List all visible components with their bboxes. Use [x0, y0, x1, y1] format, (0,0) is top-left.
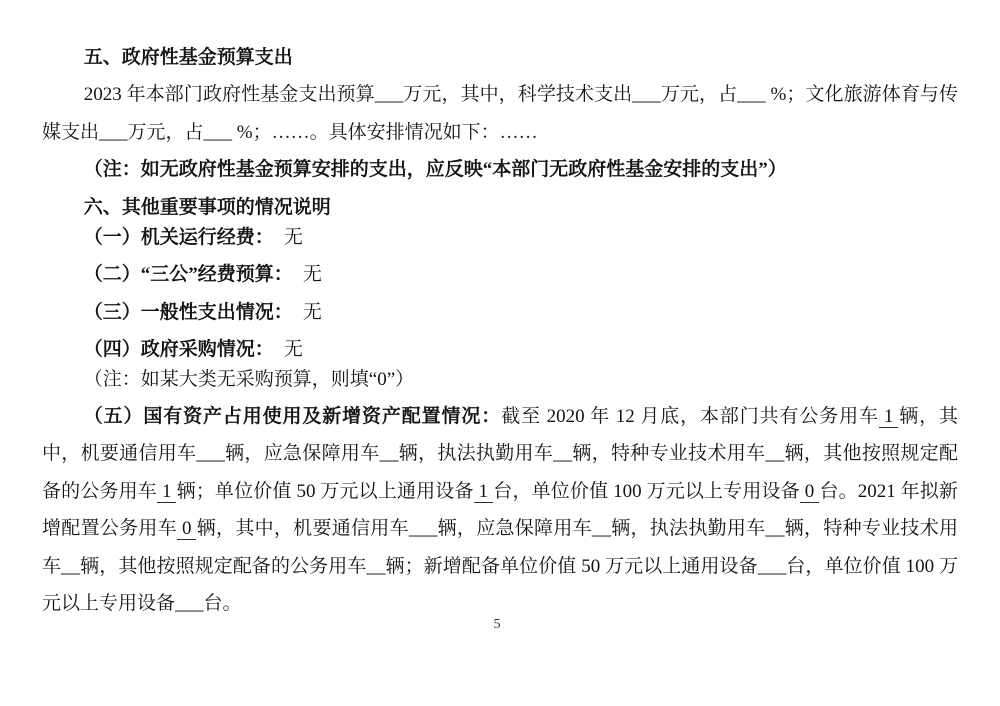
list-item — [42, 219, 958, 256]
list-item — [42, 294, 958, 331]
item-4-value: 无 — [283, 339, 303, 361]
item-2-label: （二）“三公”经费预算： — [83, 264, 293, 286]
item-5-text: 台。2021 年拟新增配置公务用车 — [42, 480, 958, 540]
item-5-text: 辆，其中，机要通信用车___辆，应急保障用车__辆，执法执勤用车__辆，特种专业技术用车__辆，其他按照规定配备的公务用车__辆；新增配备单位价值 50 万元以上通用设备___台，单位价值 100 万元以上专用设备___台。 — [42, 518, 958, 615]
underlined-value: 0 — [177, 518, 197, 540]
item-1-label: （一）机关运行经费： — [83, 227, 274, 249]
section5-paragraph: 2023 年本部门政府性基金支出预算___万元，其中，科学技术支出___万元，占___ %；文化旅游体育与传媒支出___万元，占___ %；……。具体安排情况如下：…… — [42, 84, 958, 143]
section6-heading: 六、其他重要事项的情况说明 — [83, 196, 331, 218]
page-number: 5 — [493, 617, 501, 632]
underlined-value: 0 — [800, 481, 820, 503]
section5-heading: 五、政府性基金预算支出 — [83, 47, 293, 68]
section6-note: （注：如某大类无采购预算，则填“0”） — [83, 368, 415, 390]
item-5-text: 辆，其中，机要通信用车___辆，应急保障用车__辆，执法执勤用车__辆，特种专业技术用车__辆，其他按照规定配备的公务用车 — [42, 406, 958, 502]
item-5-paragraph — [42, 398, 958, 622]
item-3-label: （三）一般性支出情况： — [83, 301, 293, 323]
item-5-text: 台，单位价值 100 万元以上专用设备 — [493, 480, 800, 502]
item-3-value: 无 — [302, 301, 322, 323]
underlined-value: 1 — [157, 481, 177, 503]
item-2-value: 无 — [302, 264, 322, 286]
underlined-value: 1 — [879, 406, 899, 428]
section5-note: （注：如无政府性基金预算安排的支出，应反映“本部门无政府性基金安排的支出”） — [83, 159, 787, 181]
item-5-label: （五）国有资产占用使用及新增资产配置情况： — [83, 406, 502, 428]
item-5-text: 辆；单位价值 50 万元以上通用设备 — [176, 480, 474, 502]
list-item — [42, 256, 958, 293]
item-5-text: 截至 2020 年 12 月底，本部门共有公务用车 — [501, 406, 879, 428]
document-content — [42, 39, 958, 623]
item-1-value: 无 — [283, 227, 303, 249]
item-4-label: （四）政府采购情况： — [83, 339, 274, 361]
underlined-value: 1 — [474, 481, 494, 503]
